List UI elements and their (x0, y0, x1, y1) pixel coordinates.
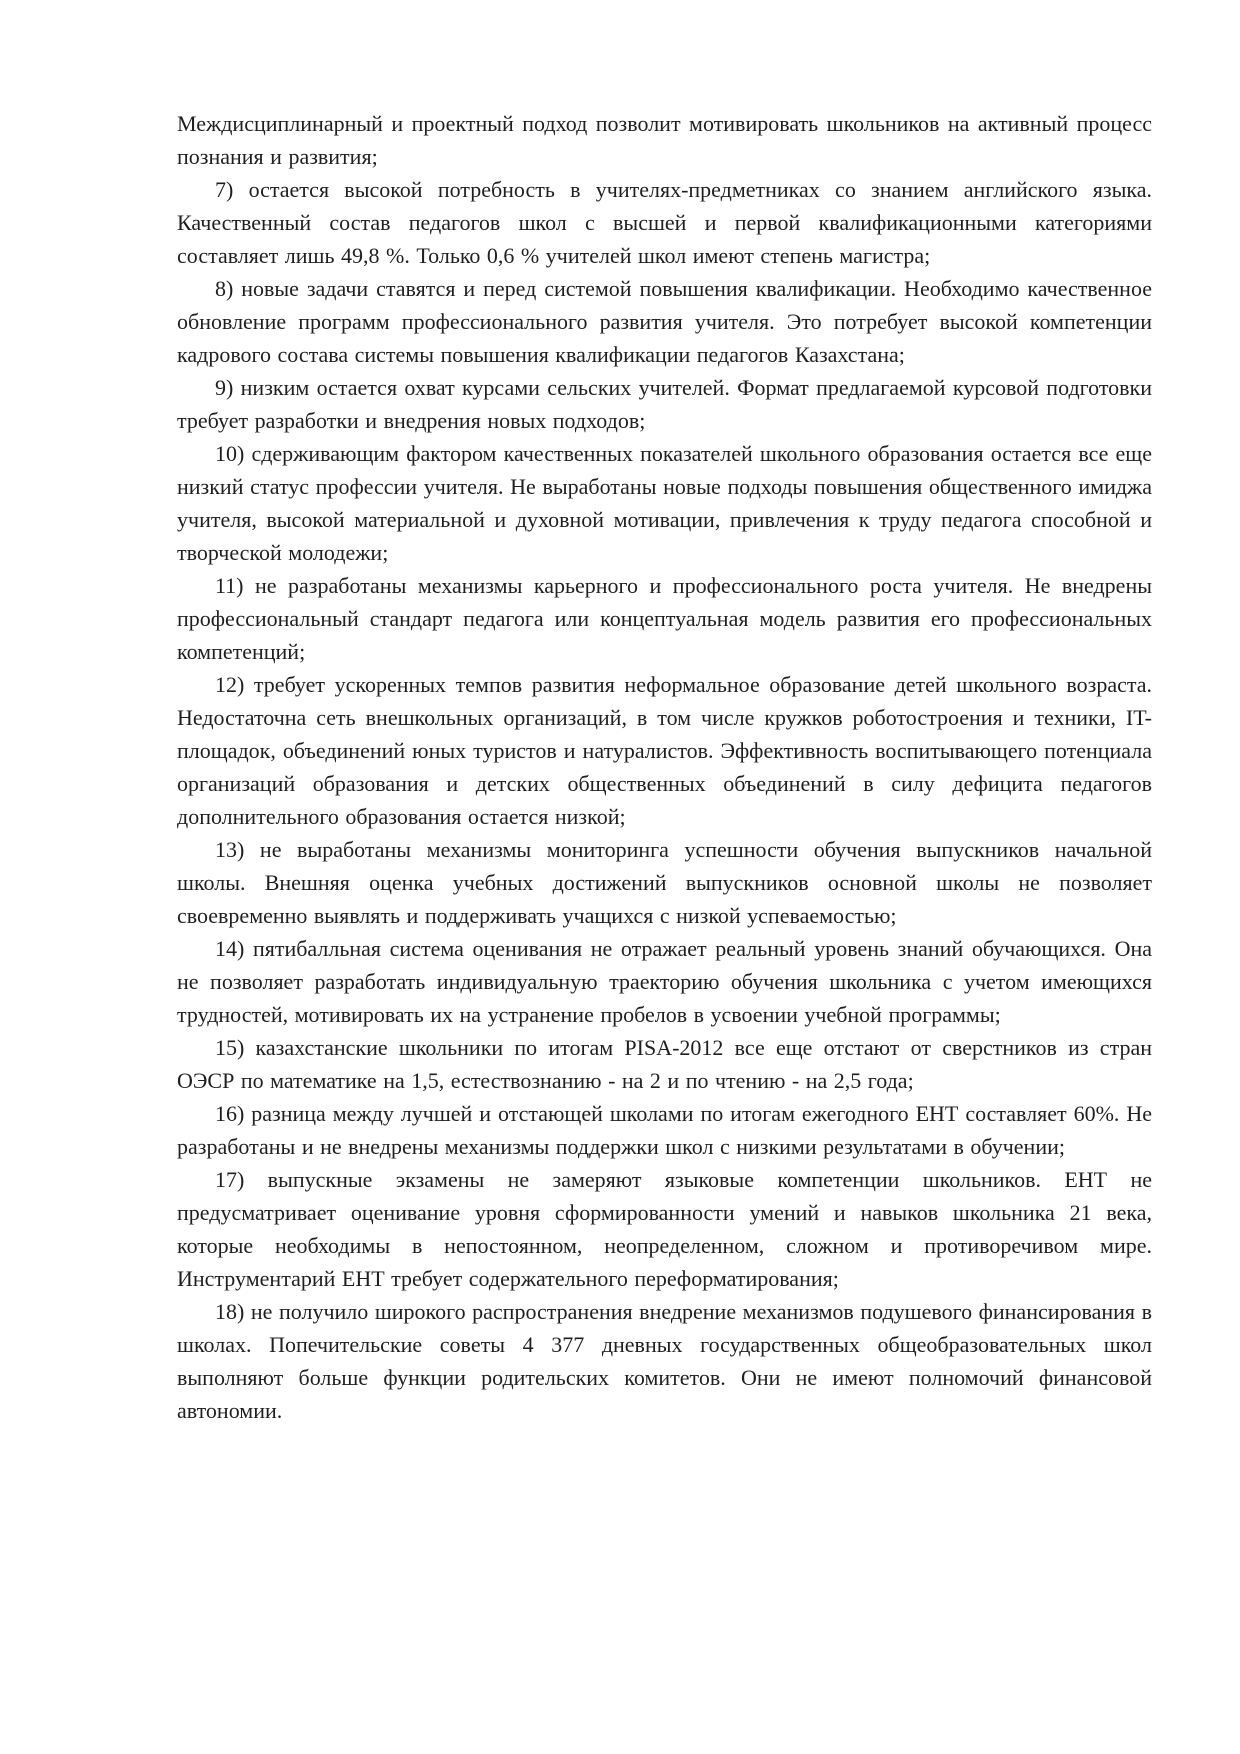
list-item-9: 9) низким остается охват курсами сельских учителей. Формат предлагаемой курсовой подготовки требует разработки и внедрения новых подходов; (177, 375, 1152, 433)
list-item-18: 18) не получило широкого распространения внедрение механизмов подушевого финансирования в школах. Попечительские советы 4 377 дневных государственных общеобразовательных школ выполняют больше функции родительских комитетов. Они не имеют полномочий финансовой автономии. (177, 1299, 1152, 1423)
list-item-16: 16) разница между лучшей и отстающей школами по итогам ежегодного ЕНТ составляет 60%. Не разработаны и не внедрены механизмы поддержки школ с низкими результатами в обучении; (177, 1101, 1152, 1159)
list-item-12: 12) требует ускоренных темпов развития неформальное образование детей школьного возраста. Недостаточна сеть внешкольных организаций, в том числе кружков роботостроения и техники, IT-площадок, объединений юных туристов и натуралистов. Эффективность воспитывающего потенциала организаций образования и детских общественных объединений в силу дефицита педагогов дополнительного образования остается низкой; (177, 672, 1152, 829)
list-item-10: 10) сдерживающим фактором качественных показателей школьного образования остается все еще низкий статус профессии учителя. Не выработаны новые подходы повышения общественного имиджа учителя, высокой материальной и духовной мотивации, привлечения к труду педагога способной и творческой молодежи; (177, 441, 1152, 565)
list-item-11: 11) не разработаны механизмы карьерного и профессионального роста учителя. Не внедрены профессиональный стандарт педагога или концептуальная модель развития его профессиональных компетенций; (177, 573, 1152, 664)
list-item-17: 17) выпускные экзамены не замеряют языковые компетенции школьников. ЕНТ не предусматривает оценивание уровня сформированности умений и навыков школьника 21 века, которые необходимы в непостоянном, неопределенном, сложном и противоречивом мире. Инструментарий ЕНТ требует содержательного переформатирования; (177, 1167, 1152, 1291)
list-item-8: 8) новые задачи ставятся и перед системой повышения квалификации. Необходимо качественное обновление программ профессионального развития учителя. Это потребует высокой компетенции кадрового состава системы повышения квалификации педагогов Казахстана; (177, 276, 1152, 367)
list-item-15: 15) казахстанские школьники по итогам PISA-2012 все еще отстают от сверстников из стран ОЭСР по математике на 1,5, естествознанию - на 2 и по чтению - на 2,5 года; (177, 1035, 1152, 1093)
list-item-13: 13) не выработаны механизмы мониторинга успешности обучения выпускников начальной школы. Внешняя оценка учебных достижений выпускников основной школы не позволяет своевременно выявлять и поддерживать учащихся с низкой успеваемостью; (177, 837, 1152, 928)
list-item-7: 7) остается высокой потребность в учителях-предметниках со знанием английского языка. Качественный состав педагогов школ с высшей и первой квалификационными категориями составляет лишь 49,8 %. Только 0,6 % учителей школ имеют степень магистра; (177, 177, 1152, 268)
document-text-block (177, 107, 1152, 1427)
paragraph-continuation: Междисциплинарный и проектный подход позволит мотивировать школьников на активный процесс познания и развития; (177, 111, 1152, 169)
list-item-14: 14) пятибалльная система оценивания не отражает реальный уровень знаний обучающихся. Она не позволяет разработать индивидуальную траекторию обучения школьника с учетом имеющихся трудностей, мотивировать их на устранение пробелов в усвоении учебной программы; (177, 936, 1152, 1027)
